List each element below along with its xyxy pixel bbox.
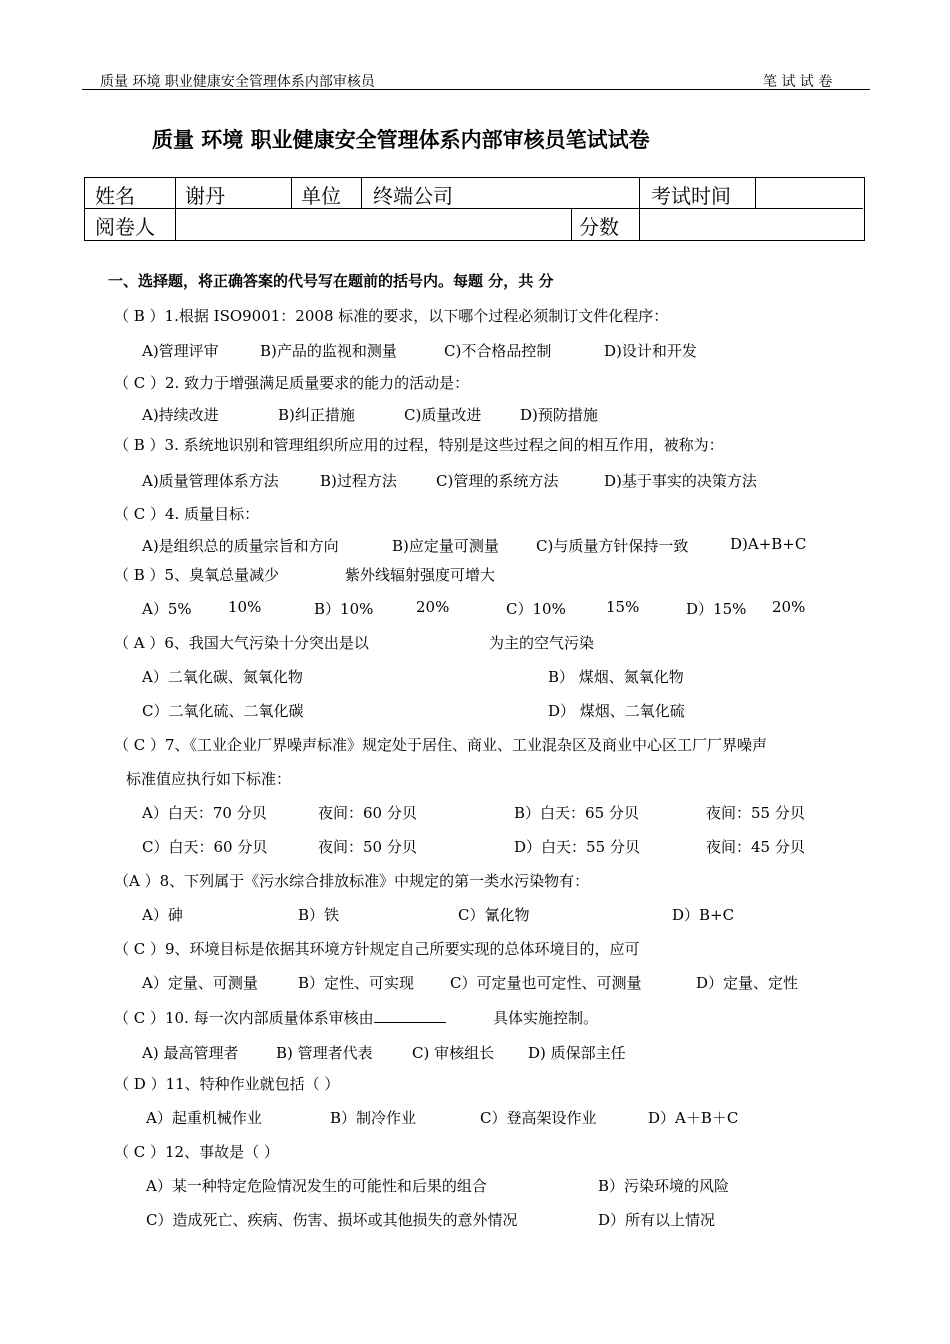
section-heading: 一、选择题，将正确答案的代号写在题前的括号内。每题 分，共 分 — [108, 272, 554, 290]
option: 10% — [228, 598, 262, 616]
table-col-divider — [361, 178, 362, 208]
option: A)是组织总的质量宗旨和方向 — [142, 537, 339, 555]
option: B） 煤烟、氮氧化物 — [548, 668, 684, 686]
option: D）白天：55 分贝 — [514, 838, 640, 856]
question-10-cont: 具体实施控制。 — [493, 1009, 599, 1027]
option: B）污染环境的风险 — [598, 1177, 730, 1195]
question-5: （ B ）5、臭氧总量减少 — [114, 566, 280, 584]
score-label: 分数 — [579, 215, 619, 239]
option: B）铁 — [298, 906, 340, 924]
option: A）某一种特定危险情况发生的可能性和后果的组合 — [146, 1177, 487, 1195]
question-3: （ B ）3. 系统地识别和管理组织所应用的过程，特别是这些过程之间的相互作用，被称为： — [114, 436, 724, 454]
option: C）登高架设作业 — [480, 1109, 597, 1127]
question-4: （ C ）4. 质量目标： — [114, 505, 260, 523]
option: B）10% — [314, 600, 374, 618]
grader-label: 阅卷人 — [95, 215, 155, 239]
option: A)管理评审 — [142, 342, 219, 360]
option: 夜间：50 分贝 — [318, 838, 417, 856]
page-title: 质量 环境 职业健康安全管理体系内部审核员笔试试卷 — [152, 128, 650, 152]
question-8: （A ）8、下列属于《污水综合排放标准》中规定的第一类水污染物有： — [114, 872, 590, 890]
question-9: （ C ）9、环境目标是依据其环境方针规定自己所要实现的总体环境目的，应可 — [114, 940, 640, 958]
option: B)过程方法 — [320, 472, 397, 490]
option: D)预防措施 — [520, 406, 598, 424]
question-12: （ C ）12、事故是（ ） — [114, 1143, 279, 1161]
table-col-divider — [755, 178, 756, 208]
unit-label: 单位 — [301, 184, 341, 208]
option: A) 最高管理者 — [142, 1044, 239, 1062]
table-col-divider — [291, 178, 292, 208]
option: D） 煤烟、二氧化硫 — [548, 702, 685, 720]
option: B) 管理者代表 — [276, 1044, 373, 1062]
option: D)A+B+C — [730, 535, 807, 553]
option: C)不合格品控制 — [444, 342, 552, 360]
option: D) 质保部主任 — [528, 1044, 626, 1062]
option: D）A＋B＋C — [648, 1109, 739, 1127]
option: A）白天：70 分贝 — [142, 804, 267, 822]
question-10-text: （ C ）10. 每一次内部质量体系审核由 — [114, 1009, 374, 1027]
option: 20% — [416, 598, 450, 616]
question-6: （ A ）6、我国大气污染十分突出是以 — [114, 634, 369, 652]
option: B)纠正措施 — [278, 406, 355, 424]
question-10 — [114, 1007, 446, 1028]
option: A）5% — [142, 600, 192, 618]
option: 15% — [606, 598, 640, 616]
question-6-cont: 为主的空气污染 — [489, 634, 595, 652]
option: C)管理的系统方法 — [436, 472, 559, 490]
option: A）定量、可测量 — [142, 974, 258, 992]
option: A）起重机械作业 — [146, 1109, 262, 1127]
option: B)产品的监视和测量 — [260, 342, 397, 360]
option: C) 审核组长 — [412, 1044, 495, 1062]
option: C)质量改进 — [404, 406, 482, 424]
name-label: 姓名 — [95, 184, 135, 208]
option: C）10% — [506, 600, 566, 618]
table-col-divider — [639, 178, 640, 240]
question-1: （ B ）1.根据 ISO9001：2008 标准的要求，以下哪个过程必须制订文件化程序： — [114, 307, 669, 325]
option: C）二氧化硫、二氧化碳 — [142, 702, 304, 720]
header-right: 笔 试 试 卷 — [763, 74, 833, 90]
question-11: （ D ）11、特种作业就包括（ ） — [114, 1075, 340, 1093]
option: 20% — [772, 598, 806, 616]
option: D）所有以上情况 — [598, 1211, 716, 1229]
table-col-divider — [175, 178, 176, 240]
option: 夜间：55 分贝 — [706, 804, 805, 822]
header-left: 质量 环境 职业健康安全管理体系内部审核员 — [100, 74, 375, 90]
exam-time-label: 考试时间 — [651, 184, 731, 208]
option: 夜间：45 分贝 — [706, 838, 805, 856]
option: B）定性、可实现 — [298, 974, 415, 992]
question-5-cont: 紫外线辐射强度可增大 — [345, 566, 496, 584]
unit-value: 终端公司 — [373, 184, 453, 208]
option: C）氰化物 — [458, 906, 530, 924]
question-2: （ C ）2. 致力于增强满足质量要求的能力的活动是： — [114, 374, 470, 392]
option: D)设计和开发 — [604, 342, 697, 360]
table-col-divider — [571, 208, 572, 240]
question-7: （ C ）7、《工业企业厂界噪声标准》规定处于居住、商业、工业混杂区及商业中心区工厂厂界噪声 — [114, 736, 768, 754]
option: A）砷 — [142, 906, 183, 924]
name-value: 谢丹 — [185, 184, 225, 208]
option: C）造成死亡、疾病、伤害、损坏或其他损失的意外情况 — [146, 1211, 518, 1229]
info-table — [84, 177, 865, 241]
option: C）白天：60 分贝 — [142, 838, 268, 856]
option: D）B+C — [672, 906, 735, 924]
option: A)质量管理体系方法 — [142, 472, 279, 490]
answer-blank — [374, 1007, 446, 1023]
option: D)基于事实的决策方法 — [604, 472, 757, 490]
option: C）可定量也可定性、可测量 — [450, 974, 642, 992]
option: D）15% — [686, 600, 747, 618]
option: 夜间：60 分贝 — [318, 804, 417, 822]
option: D）定量、定性 — [696, 974, 799, 992]
option: A）二氧化碳、氮氧化物 — [142, 668, 303, 686]
question-7-cont: 标准值应执行如下标准： — [126, 770, 292, 788]
option: B）制冷作业 — [330, 1109, 417, 1127]
option: C)与质量方针保持一致 — [536, 537, 689, 555]
option: B）白天：65 分贝 — [514, 804, 639, 822]
option: B)应定量可测量 — [392, 537, 499, 555]
header-rule — [82, 89, 870, 90]
option: A)持续改进 — [142, 406, 219, 424]
